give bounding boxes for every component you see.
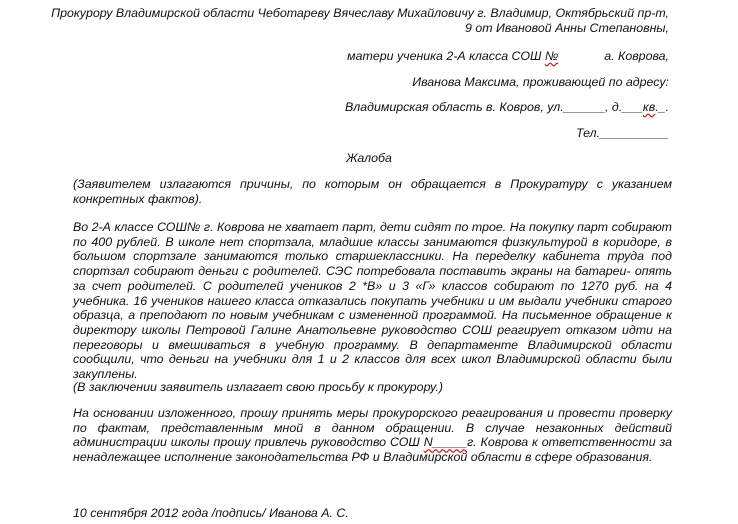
header-addressee-line: Прокурору Владимирской области Чеботареву Вячеславу Михайловичу г. Владимир, Октябрьский пр-т,	[51, 6, 669, 20]
header-applicant-line: 9 от Ивановой Анны Степановны,	[465, 21, 669, 35]
header-mother-line	[347, 49, 669, 64]
header-mother-text: матери ученика 2-А класса СОШ	[347, 49, 545, 63]
address-text: Владимирская область в. Ковров, ул.______, д.___	[344, 100, 643, 114]
document-title: Жалоба	[346, 151, 392, 165]
school-number-blank: N_____	[423, 435, 468, 450]
header-phone-line: Тел.__________	[576, 126, 669, 140]
intro-note: (Заявителем излагаются причины, по которым он обращается в Прокуратуру с указанием конкретных фактов).	[73, 177, 672, 206]
header-student-line: Иванова Максима, проживающей по адресу:	[412, 75, 669, 89]
conclusion-note: (В заключении заявитель излагает свою просьбу к прокурору.)	[73, 380, 443, 394]
school-number-sign: №	[544, 49, 559, 63]
header-address-line	[345, 100, 669, 115]
request-text-end: г. Коврова к ответственности за ненадлежащее исполнение законодательства РФ и Владимирской области в сфере образования.	[73, 435, 672, 465]
signature-line: 10 сентября 2012 года /подпись/ Иванова А. С.	[73, 506, 349, 520]
complaint-body: Во 2-А классе СОШ№ г. Коврова не хватает парт, дети сидят по трое. На покупку парт собирают по 400 рублей. В школе нет спортзала, младшие классы занимаются физкультурой в коридоре, в большом спортзале занимаются только старшеклассники. На переделку кабинета труда под спортзал собирают деньги с родителей. СЭС потребовала поставить экраны на батареи- опять за счет родителей. С родителей учеников 2 *В» и 3 «Г» классов собирают по 1270 руб. на 4 учебника. 16 учеников нашего класса отказались покупать учебники и им выдали учебники старого образца, а преподают по новым учебникам с измененной программой. На письменное обращение к директору школы Петровой Галине Анатольевне руководство СОШ реагирует отказом идти на переговоры и вмешиваться в учебную программу. В департаменте Владимирской области сообщили, что деньги на учебники для 1 и 2 классов для всех школ Владимирской области были закуплены.	[73, 220, 672, 382]
apartment-abbrev: кв	[642, 100, 656, 114]
request-text-start: На основании изложенного, прошу принять меры прокурорского реагирования и провести проверку по фактам, представленным мной в данном обращении. В случае незаконных действий администрации школы прошу привлечь руководство СОШ	[73, 406, 672, 450]
address-tail: ._.	[655, 100, 669, 114]
header-city-text: а. Коврова,	[604, 49, 669, 63]
request-paragraph	[73, 406, 672, 465]
